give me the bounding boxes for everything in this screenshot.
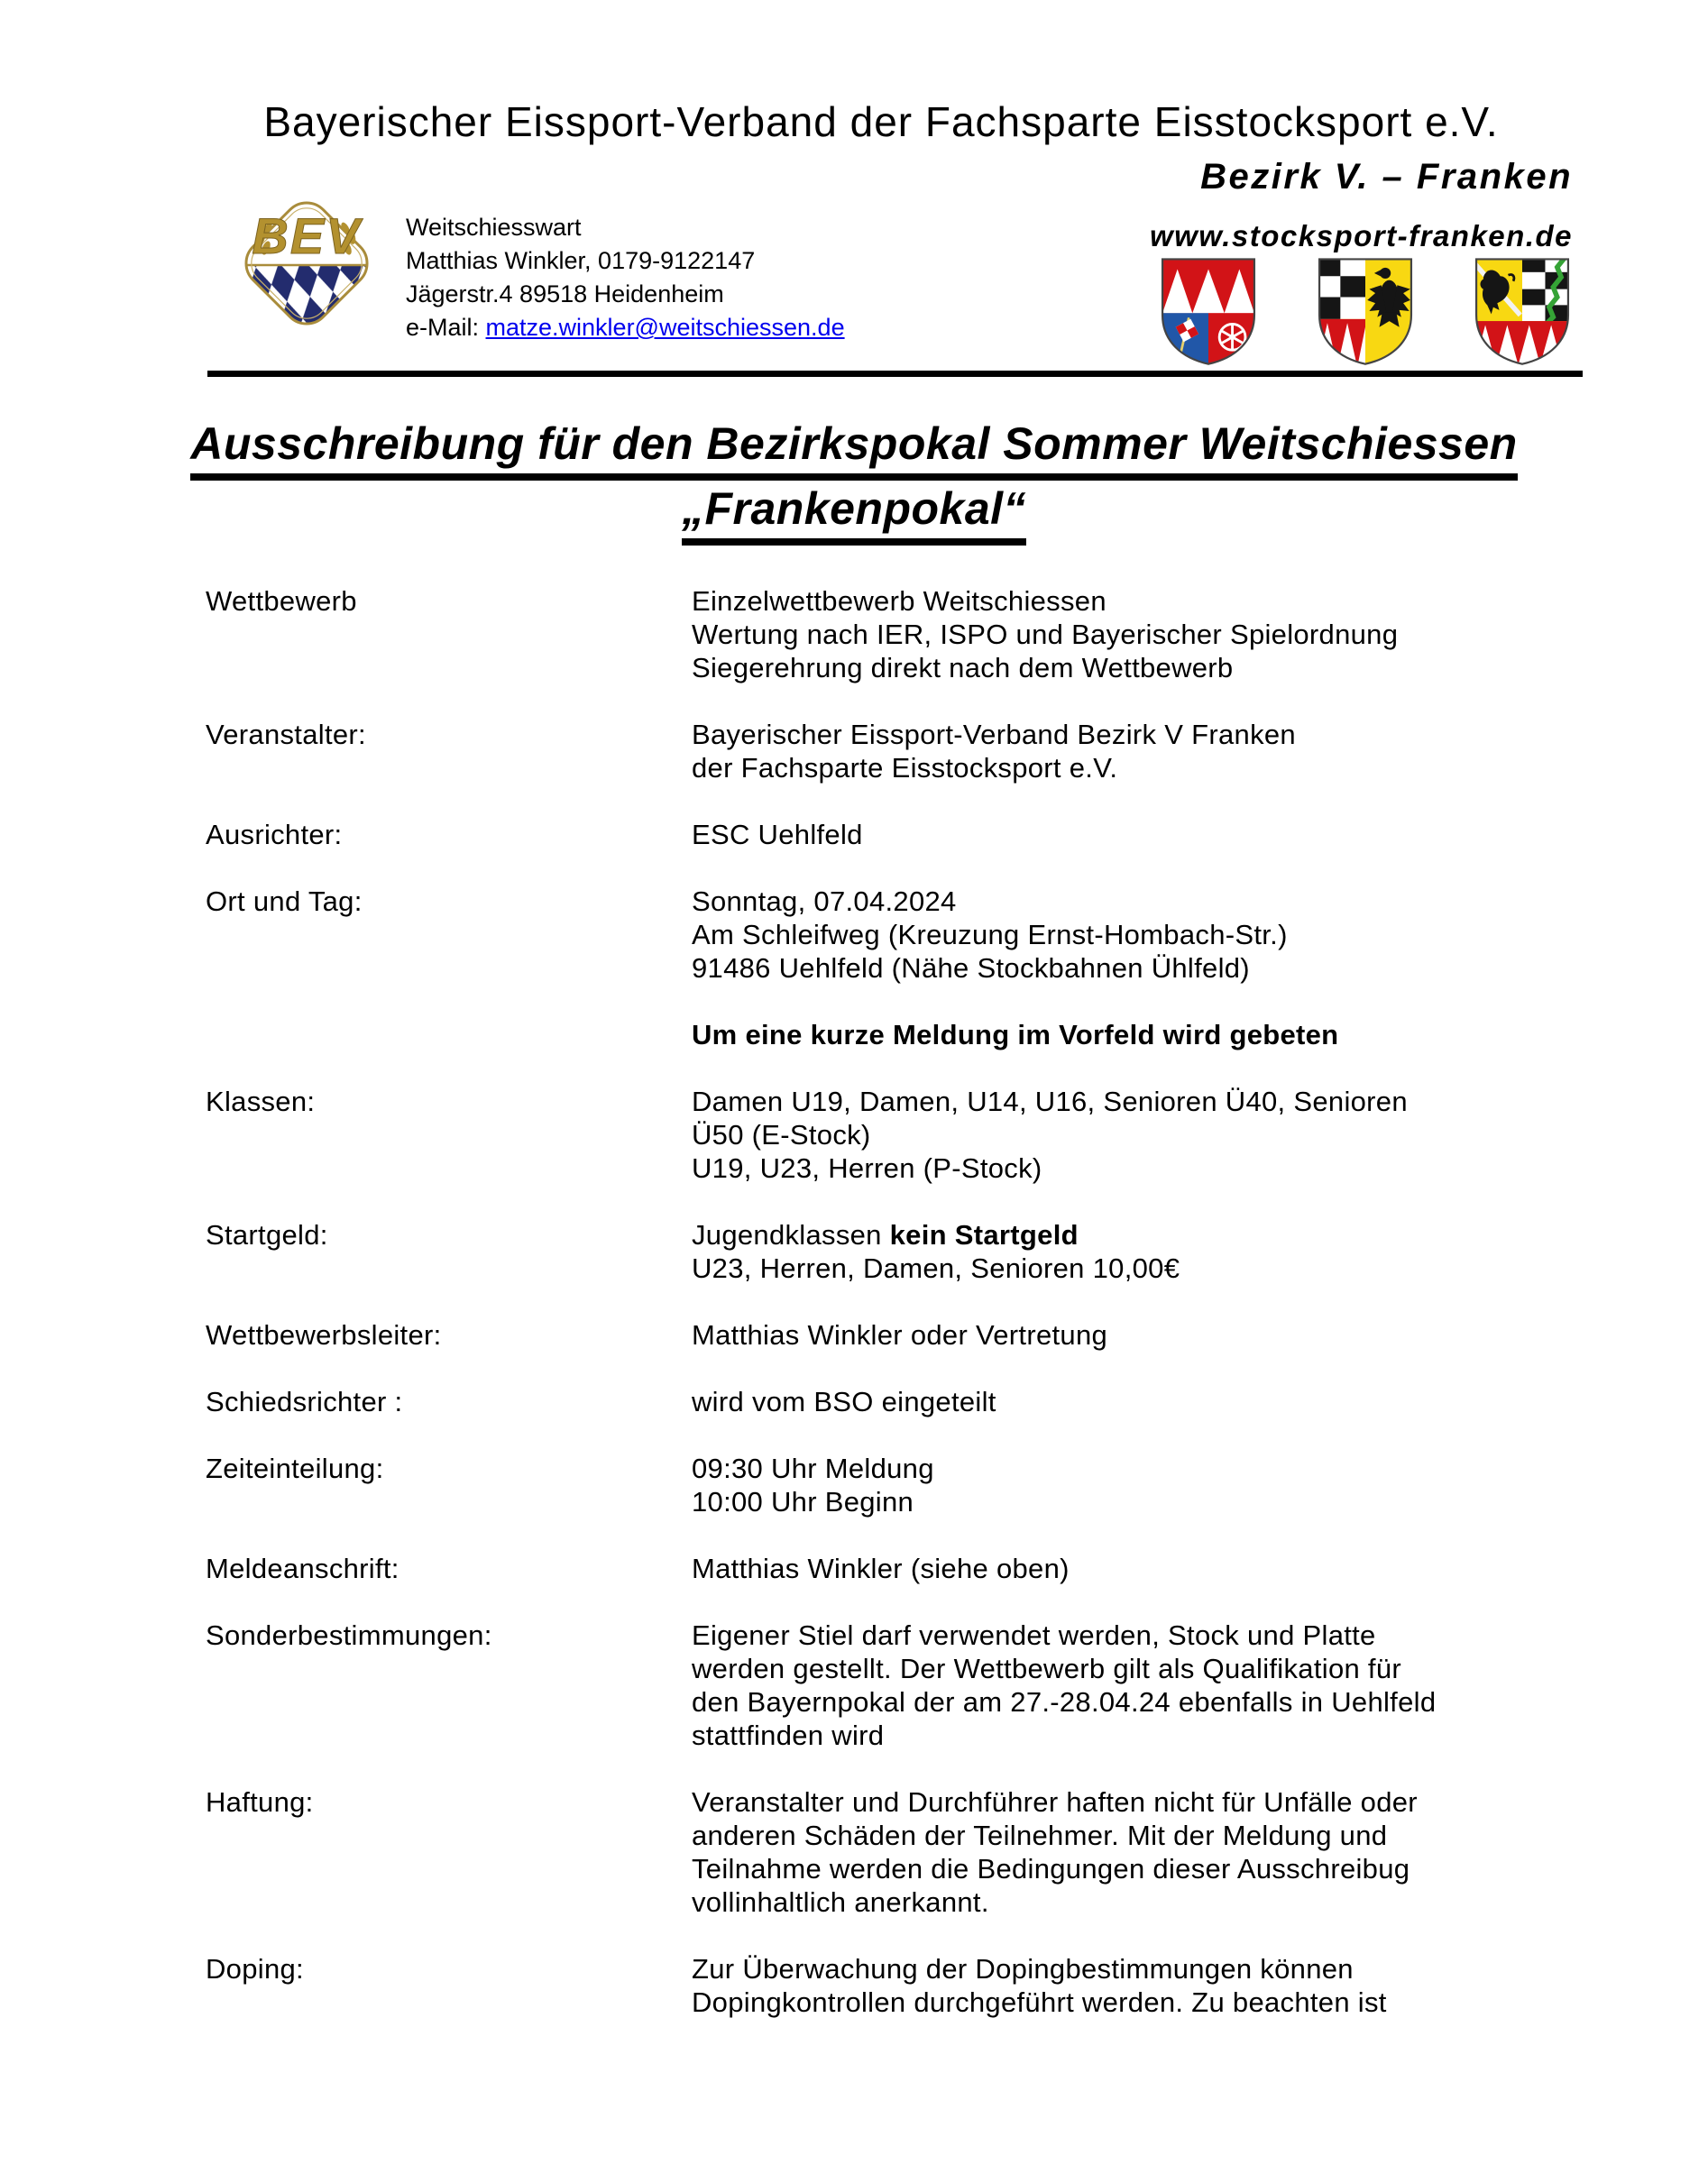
section-row [206, 1619, 1672, 1752]
text-segment: stattfinden wird [692, 1720, 885, 1751]
text-line [692, 618, 1672, 651]
mittelfranken-crest-icon [1315, 255, 1416, 367]
text-segment: Zur Überwachung der Dopingbestimmungen können [692, 1953, 1354, 1985]
section-label: Veranstalter: [206, 719, 366, 750]
bev-logo-icon [221, 178, 392, 349]
text-segment: Am Schleifweg (Kreuzung Ernst-Hombach-Str.) [692, 919, 1288, 950]
text-line [692, 651, 1672, 684]
text-line [692, 1986, 1672, 2019]
document-title-line2: „Frankenpokal“ [682, 481, 1026, 546]
section-value [692, 1952, 1672, 2019]
text-line [692, 1852, 1672, 1885]
section-value [692, 818, 1672, 851]
section-label: Wettbewerb [206, 585, 357, 617]
text-segment: der Fachsparte Eisstocksport e.V. [692, 752, 1118, 784]
bev-logo-text: BEV [252, 207, 362, 264]
text-segment: Damen U19, Damen, U14, U16, Senioren Ü40, Senioren [692, 1086, 1408, 1117]
section-value [692, 1385, 1672, 1418]
section-label: Meldeanschrift: [206, 1553, 399, 1584]
contact-address: Jägerstr.4 89518 Heidenheim [406, 280, 724, 307]
section-label: Startgeld: [206, 1219, 328, 1251]
header-divider [207, 371, 1583, 377]
section-value [692, 885, 1672, 985]
text-segment: Siegerehrung direkt nach dem Wettbewerb [692, 652, 1234, 683]
section-value [692, 1452, 1672, 1518]
oberfranken-crest-icon [1472, 255, 1573, 367]
section-label [206, 1018, 692, 1051]
text-line [692, 584, 1672, 618]
text-line [692, 1819, 1672, 1852]
contact-block [406, 211, 845, 344]
text-line [692, 1885, 1672, 1919]
contact-email-line [406, 311, 845, 344]
organization-title: Bayerischer Eissport-Verband der Fachsparte Eisstocksport e.V. [263, 98, 1499, 145]
text-line [692, 1619, 1672, 1652]
text-segment: Ü50 (E-Stock) [692, 1119, 871, 1151]
text-segment: 10:00 Uhr Beginn [692, 1486, 914, 1518]
text-segment: Eigener Stiel darf verwendet werden, Stock und Platte [692, 1619, 1376, 1651]
text-segment: Um eine kurze Meldung im Vorfeld wird gebeten [692, 1019, 1339, 1050]
section-row [206, 1452, 1672, 1518]
text-line [692, 751, 1672, 784]
text-line [692, 1652, 1672, 1685]
section-row [206, 1552, 1672, 1585]
section-label: Sonderbestimmungen: [206, 1619, 492, 1651]
text-segment: Jugendklassen [692, 1219, 890, 1251]
text-line [692, 1252, 1672, 1285]
text-line [692, 1952, 1672, 1986]
text-line [692, 1485, 1672, 1518]
section-label: Zeiteinteilung: [206, 1453, 384, 1484]
text-line [692, 885, 1672, 918]
text-segment: kein Startgeld [889, 1219, 1079, 1251]
section-row [206, 584, 1672, 684]
crest-row [1158, 255, 1573, 367]
text-line [692, 1218, 1672, 1252]
text-line [692, 1785, 1672, 1819]
unterfranken-crest-icon [1158, 255, 1259, 367]
text-segment: 91486 Uehlfeld (Nähe Stockbahnen Ühlfeld) [692, 952, 1250, 984]
section-row [206, 1385, 1672, 1418]
section-row [206, 718, 1672, 784]
text-line [692, 1685, 1672, 1719]
text-segment: Matthias Winkler oder Vertretung [692, 1319, 1108, 1351]
document-title-line1: Ausschreibung für den Bezirkspokal Sommer Weitschiessen [190, 416, 1517, 481]
text-segment: Dopingkontrollen durchgeführt werden. Zu beachten ist [692, 1986, 1387, 2018]
text-segment: ESC Uehlfeld [692, 819, 863, 850]
text-line [692, 1552, 1672, 1585]
section-row [206, 885, 1672, 985]
text-segment: wird vom BSO eingeteilt [692, 1386, 996, 1417]
text-line [692, 1318, 1672, 1352]
section-value [692, 1785, 1672, 1919]
contact-role: Weitschiesswart [406, 214, 582, 241]
text-line [692, 1151, 1672, 1185]
section-value [692, 584, 1672, 684]
text-line [692, 951, 1672, 985]
section-row [206, 1218, 1672, 1285]
section-value [692, 1085, 1672, 1185]
email-label: e-Mail: [406, 314, 486, 341]
text-line [692, 718, 1672, 751]
website-text: www.stocksport-franken.de [1149, 219, 1573, 252]
section-label: Klassen: [206, 1086, 316, 1117]
section-row [206, 1018, 1672, 1051]
document-title [0, 416, 1708, 546]
section-value [692, 1552, 1672, 1585]
text-segment: anderen Schäden der Teilnehmer. Mit der Meldung und [692, 1820, 1388, 1851]
section-label: Ausrichter: [206, 819, 343, 850]
section-value [692, 1018, 1672, 1051]
text-line [692, 1452, 1672, 1485]
text-segment: Teilnahme werden die Bedingungen dieser Ausschreibug [692, 1853, 1410, 1885]
text-line [692, 1085, 1672, 1118]
text-line [692, 818, 1672, 851]
email-link[interactable]: matze.winkler@weitschiessen.de [485, 314, 845, 341]
section-label: Ort und Tag: [206, 885, 363, 917]
document-body [206, 584, 1672, 2052]
section-label: Doping: [206, 1953, 304, 1985]
text-segment: U23, Herren, Damen, Senioren 10,00€ [692, 1252, 1180, 1284]
text-segment: vollinhaltlich anerkannt. [692, 1886, 989, 1918]
text-segment: Veranstalter und Durchführer haften nicht für Unfälle oder [692, 1786, 1418, 1818]
section-label: Schiedsrichter : [206, 1386, 403, 1417]
section-row [206, 818, 1672, 851]
text-segment: den Bayernpokal der am 27.-28.04.24 ebenfalls in Uehlfeld [692, 1686, 1437, 1718]
text-line [692, 1018, 1672, 1051]
text-segment: Einzelwettbewerb Weitschiessen [692, 585, 1107, 617]
text-line [692, 1385, 1672, 1418]
text-segment: Bayerischer Eissport-Verband Bezirk V Franken [692, 719, 1296, 750]
section-row [206, 1318, 1672, 1352]
section-value [692, 1318, 1672, 1352]
section-row [206, 1085, 1672, 1185]
section-label: Haftung: [206, 1786, 314, 1818]
text-segment: Wertung nach IER, ISPO und Bayerischer Spielordnung [692, 619, 1399, 650]
section-row [206, 1785, 1672, 1919]
section-value [692, 718, 1672, 784]
text-segment: 09:30 Uhr Meldung [692, 1453, 934, 1484]
text-line [692, 1719, 1672, 1752]
text-line [692, 918, 1672, 951]
section-row [206, 1952, 1672, 2019]
text-segment: Matthias Winkler (siehe oben) [692, 1553, 1070, 1584]
section-value [692, 1218, 1672, 1285]
section-value [692, 1619, 1672, 1752]
district-title: Bezirk V. – Franken [1200, 157, 1573, 197]
text-segment: Sonntag, 07.04.2024 [692, 885, 957, 917]
text-line [692, 1118, 1672, 1151]
text-segment: werden gestellt. Der Wettbewerb gilt als Qualifikation für [692, 1653, 1402, 1684]
section-label: Wettbewerbsleiter: [206, 1319, 442, 1351]
contact-name-phone: Matthias Winkler, 0179-9122147 [406, 247, 756, 274]
text-segment: U19, U23, Herren (P-Stock) [692, 1152, 1042, 1184]
